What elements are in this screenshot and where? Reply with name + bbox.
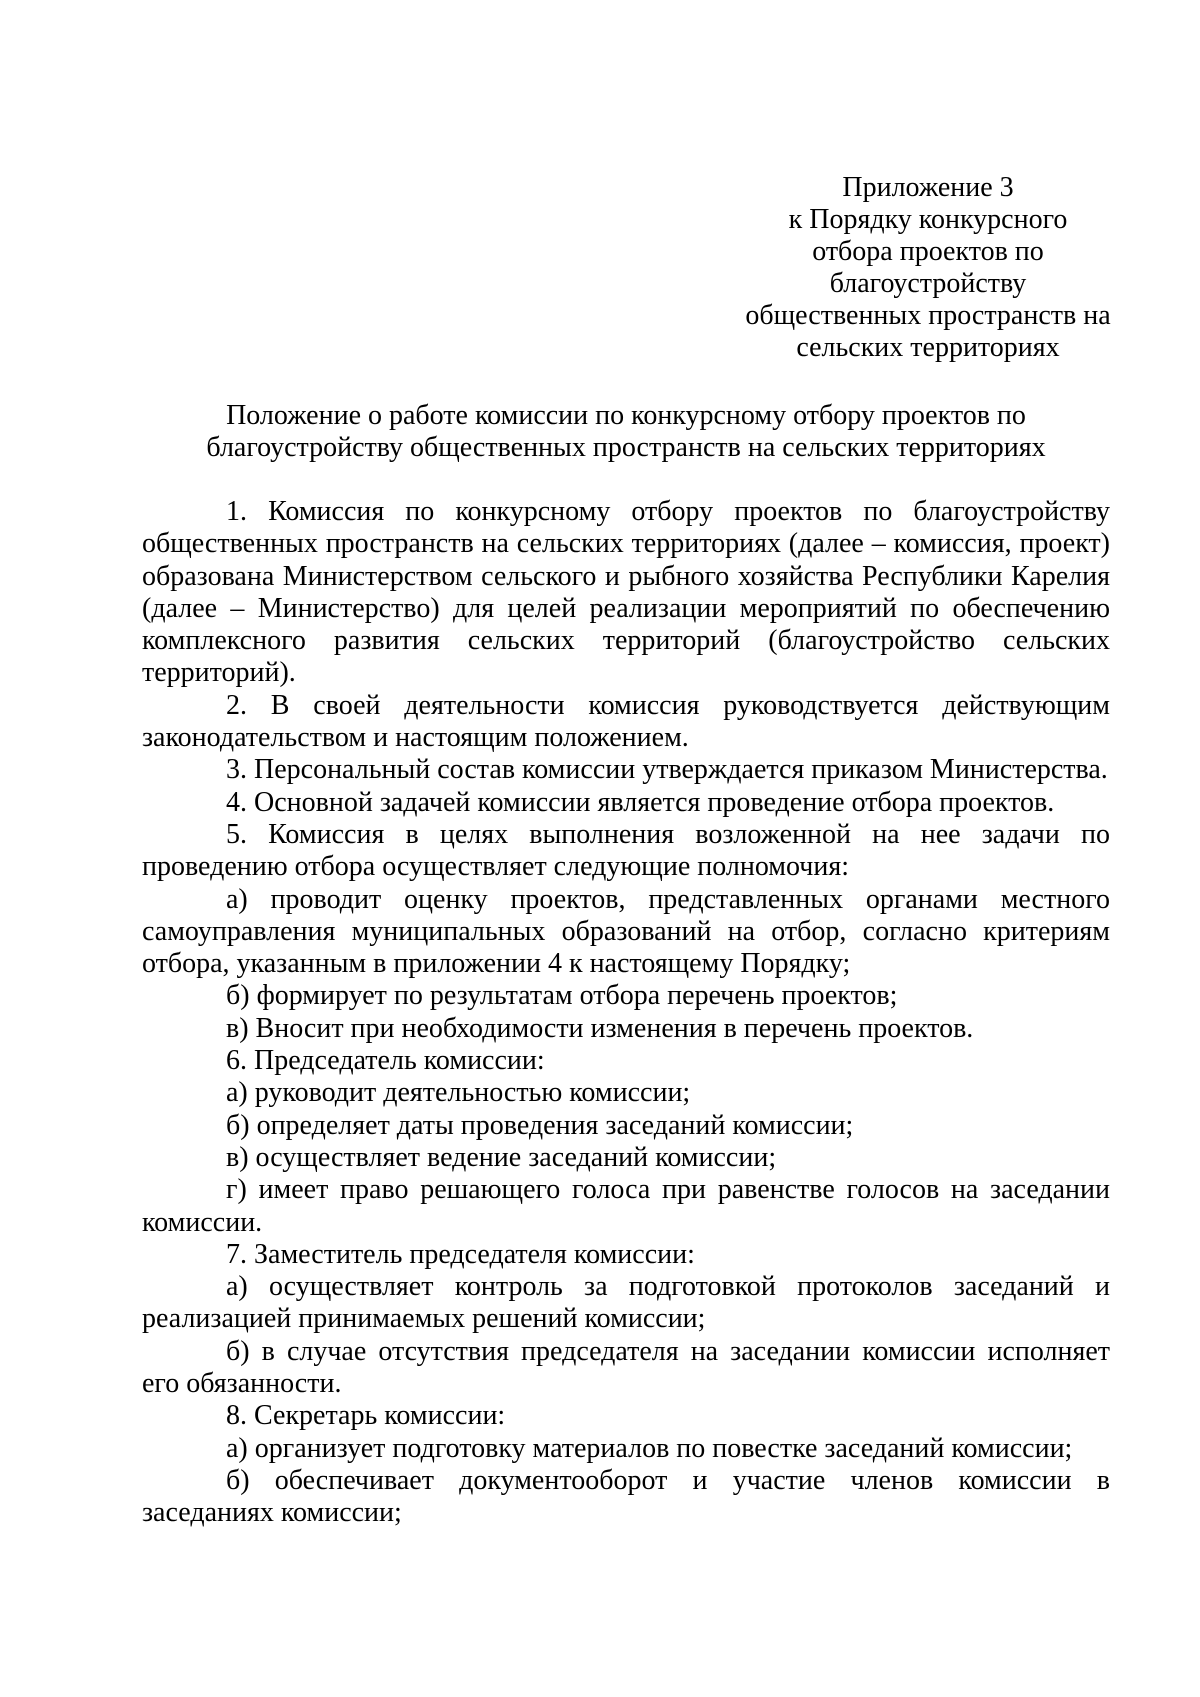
paragraph: 7. Заместитель председателя комиссии: [226, 1238, 695, 1270]
document-body [142, 496, 1110, 1530]
paragraph: б) в случае отсутствия председателя на заседании комиссии исполняет его обязанности. [142, 1335, 1110, 1400]
appendix-line: Приложение 3 [842, 172, 1014, 203]
paragraph: г) имеет право решающего голоса при равенстве голосов на заседании комиссии. [142, 1174, 1110, 1238]
appendix-line: отбора проектов по [812, 236, 1044, 267]
appendix-line: сельских территориях [796, 332, 1060, 363]
paragraph: 2. В своей деятельности комиссия руководствуется действующим законодательством и настоящим положением. [142, 689, 1110, 754]
appendix-line: общественных пространств на [745, 300, 1111, 331]
paragraph: а) проводит оценку проектов, представленных органами местного самоуправления муниципальных образований на отбор, согласно критериям отбора, указанным в приложении 4 к настоящему Порядку; [142, 883, 1110, 980]
paragraph: б) определяет даты проведения заседаний комиссии; [226, 1109, 854, 1141]
paragraph: 3. Персональный состав комиссии утверждается приказом Министерства. [226, 754, 1108, 786]
appendix-line: благоустройству [829, 268, 1027, 299]
paragraph: 1. Комиссия по конкурсному отбору проектов по благоустройству общественных пространств на сельских территориях (далее – комиссия, проект) образована Министерством сельского и рыбного хозяйства Республики Карелия (далее – Министерство) для целей реализации мероприятий по обеспечению комплексного развития сельских территорий (благоустройство сельских территорий). [142, 496, 1110, 689]
paragraph: а) осуществляет контроль за подготовкой протоколов заседаний и реализацией принимаемых решений комиссии; [142, 1271, 1110, 1335]
appendix-header [738, 172, 1118, 364]
paragraph: в) осуществляет ведение заседаний комиссии; [226, 1141, 777, 1173]
paragraph: 4. Основной задачей комиссии является проведение отбора проектов. [226, 786, 1055, 818]
paragraph: в) Вносит при необходимости изменения в перечень проектов. [226, 1012, 974, 1044]
paragraph: б) обеспечивает документооборот и участие членов комиссии в заседаниях комиссии; [142, 1464, 1110, 1529]
appendix-line: к Порядку конкурсного [788, 204, 1068, 235]
paragraph: 8. Секретарь комиссии: [226, 1400, 506, 1432]
title-line: благоустройству общественных пространств на сельских территориях [206, 432, 1046, 463]
paragraph: а) руководит деятельностью комиссии; [226, 1077, 691, 1109]
paragraph: а) организует подготовку материалов по повестке заседаний комиссии; [226, 1432, 1073, 1464]
paragraph: 5. Комиссия в целях выполнения возложенной на нее задачи по проведению отбора осуществляет следующие полномочия: [142, 818, 1110, 883]
document-title [142, 400, 1110, 464]
title-line: Положение о работе комиссии по конкурсному отбору проектов по [226, 400, 1026, 431]
paragraph: б) формирует по результатам отбора перечень проектов; [226, 980, 898, 1012]
paragraph: 6. Председатель комиссии: [226, 1045, 545, 1077]
